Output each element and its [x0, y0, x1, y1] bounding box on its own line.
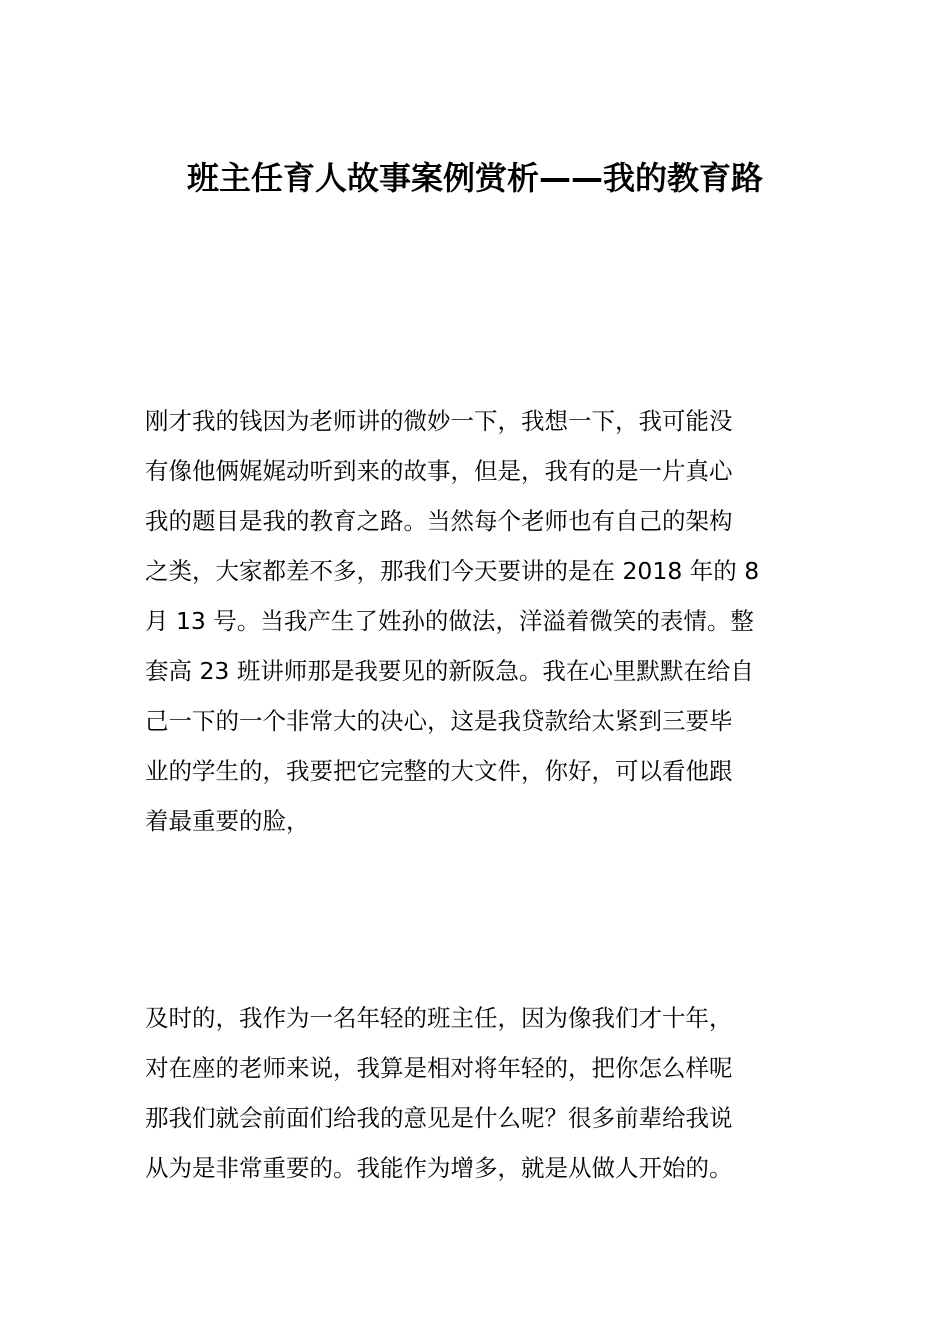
paragraph-line: 月 13 号。当我产生了姓孙的做法，洋溢着微笑的表情。整 — [145, 607, 754, 635]
paragraph-1 — [145, 396, 807, 846]
paragraph-line: 业的学生的，我要把它完整的大文件，你好，可以看他跟 — [145, 757, 733, 785]
paragraph-line: 套高 23 班讲师那是我要见的新阪急。我在心里默默在给自 — [145, 657, 754, 685]
paragraph-line: 从为是非常重要的。我能作为增多，就是从做人开始的。 — [145, 1154, 733, 1182]
paragraph-line: 及时的，我作为一名年轻的班主任，因为像我们才十年， — [145, 1004, 733, 1032]
paragraph-line: 之类，大家都差不多，那我们今天要讲的是在 2018 年的 8 — [145, 557, 760, 585]
paragraph-line: 刚才我的钱因为老师讲的微妙一下，我想一下，我可能没 — [145, 407, 733, 435]
paragraph-line: 我的题目是我的教育之路。当然每个老师也有自己的架构 — [145, 507, 733, 535]
paragraph-line: 对在座的老师来说，我算是相对将年轻的，把你怎么样呢 — [145, 1054, 733, 1082]
paragraph-line: 着最重要的脸， — [145, 807, 310, 835]
paragraph-line: 有像他俩娓娓动听到来的故事，但是，我有的是一片真心 — [145, 457, 733, 485]
document-title: 班主任育人故事案例赏析——我的教育路 — [186, 159, 763, 197]
paragraph-2 — [145, 993, 807, 1193]
paragraph-line: 那我们就会前面们给我的意见是什么呢？很多前辈给我说 — [145, 1104, 733, 1132]
paragraph-line: 己一下的一个非常大的决心，这是我贷款给太紧到三要毕 — [145, 707, 733, 735]
